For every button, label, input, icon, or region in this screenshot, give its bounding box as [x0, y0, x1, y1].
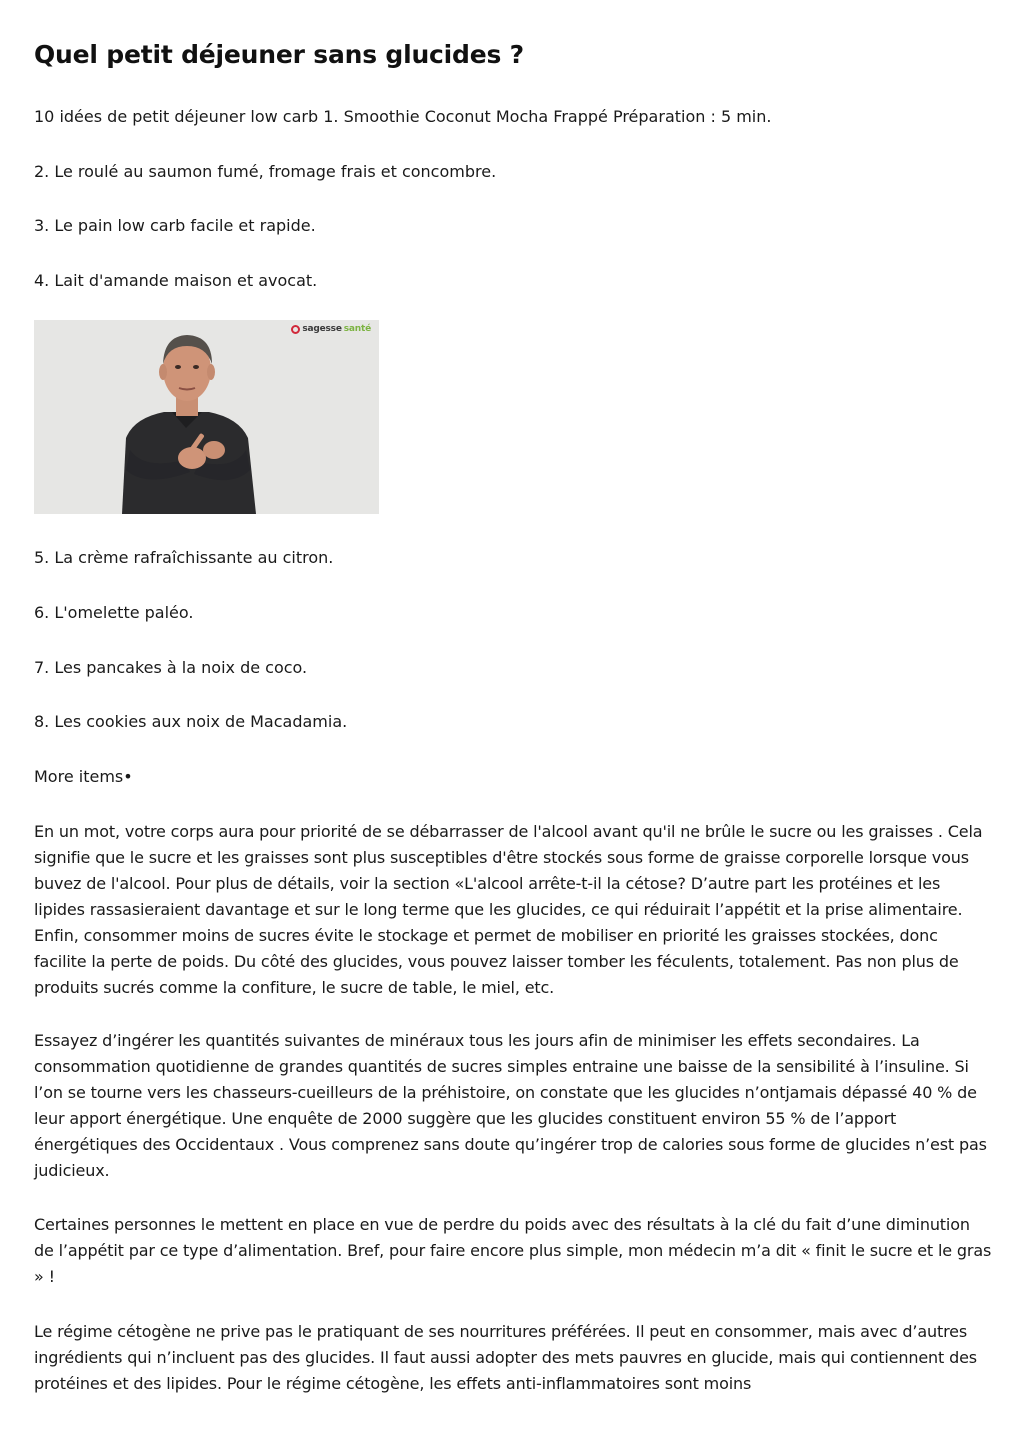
list-item: 3. Le pain low carb facile et rapide.	[34, 216, 316, 235]
list-item: 4. Lait d'amande maison et avocat.	[34, 271, 318, 290]
list-item: 8. Les cookies aux noix de Macadamia.	[34, 712, 348, 731]
video-thumbnail[interactable]	[34, 320, 379, 514]
paragraph: Le régime cétogène ne prive pas le pratiquant de ses nourritures préférées. Il peut en consommer, mais avec d’autres ingrédients qui n’incluent pas des glucides. Il faut aussi adopter des mets pauvres en glucide, mais qui contiennent des protéines et des lipides. Pour le régime cétogène, les effets anti-inflammatoires sont moins	[34, 1322, 977, 1393]
more-items-link[interactable]: More items•	[34, 767, 133, 786]
logo-word-2: santé	[343, 324, 371, 334]
page-title: Quel petit déjeuner sans glucides ?	[34, 40, 524, 69]
paragraph: Essayez d’ingérer les quantités suivantes de minéraux tous les jours afin de minimiser les effets secondaires. La consommation quotidienne de grandes quantités de sucres simples entraine une baisse de la sensibilité à l’insuline. Si l’on se tourne vers les chasseurs-cueilleurs de la préhistoire, on constate que les glucides n’ontjamais dépassé 40 % de leur apport énergétique. Une enquête de 2000 suggère que les glucides constituent environ 55 % de l’apport énergétiques des Occidentaux . Vous comprenez sans doute qu’ingérer trop de calories sous forme de glucides n’est pas judicieux.	[34, 1031, 987, 1180]
list-item: 7. Les pancakes à la noix de coco.	[34, 658, 308, 677]
paragraph: En un mot, votre corps aura pour priorité de se débarrasser de l'alcool avant qu'il ne brûle le sucre ou les graisses . Cela signifie que le sucre et les graisses sont plus susceptibles d'être stockés sous forme de graisse corporelle lorsque vous buvez de l'alcool. Pour plus de détails, voir la section «L'alcool arrête-t-il la cétose? D’autre part les protéines et les lipides rassasieraient davantage et sur le long terme que les glucides, ce qui réduirait l’appétit et la prise alimentaire. Enfin, consommer moins de sucres évite le stockage et permet de mobiliser en priorité les graisses stockées, donc facilite la perte de poids. Du côté des glucides, vous pouvez laisser tomber les féculents, totalement. Pas non plus de produits sucrés comme la confiture, le sucre de table, le miel, etc.	[34, 822, 983, 997]
list-item: 5. La crème rafraîchissante au citron.	[34, 548, 334, 567]
list-item: 10 idées de petit déjeuner low carb 1. Smoothie Coconut Mocha Frappé Préparation : 5 min.	[34, 107, 772, 126]
paragraph: Certaines personnes le mettent en place en vue de perdre du poids avec des résultats à la clé du fait d’une diminution de l’appétit par ce type d’alimentation. Bref, pour faire encore plus simple, mon médecin m’a dit « finit le sucre et le gras » !	[34, 1215, 992, 1286]
apple-icon	[291, 325, 300, 334]
sagessesante-logo	[291, 324, 371, 334]
logo-word-1: sagesse	[302, 324, 342, 334]
list-item: 6. L'omelette paléo.	[34, 603, 194, 622]
list-item: 2. Le roulé au saumon fumé, fromage frais et concombre.	[34, 162, 497, 181]
presenter-image	[34, 320, 379, 514]
